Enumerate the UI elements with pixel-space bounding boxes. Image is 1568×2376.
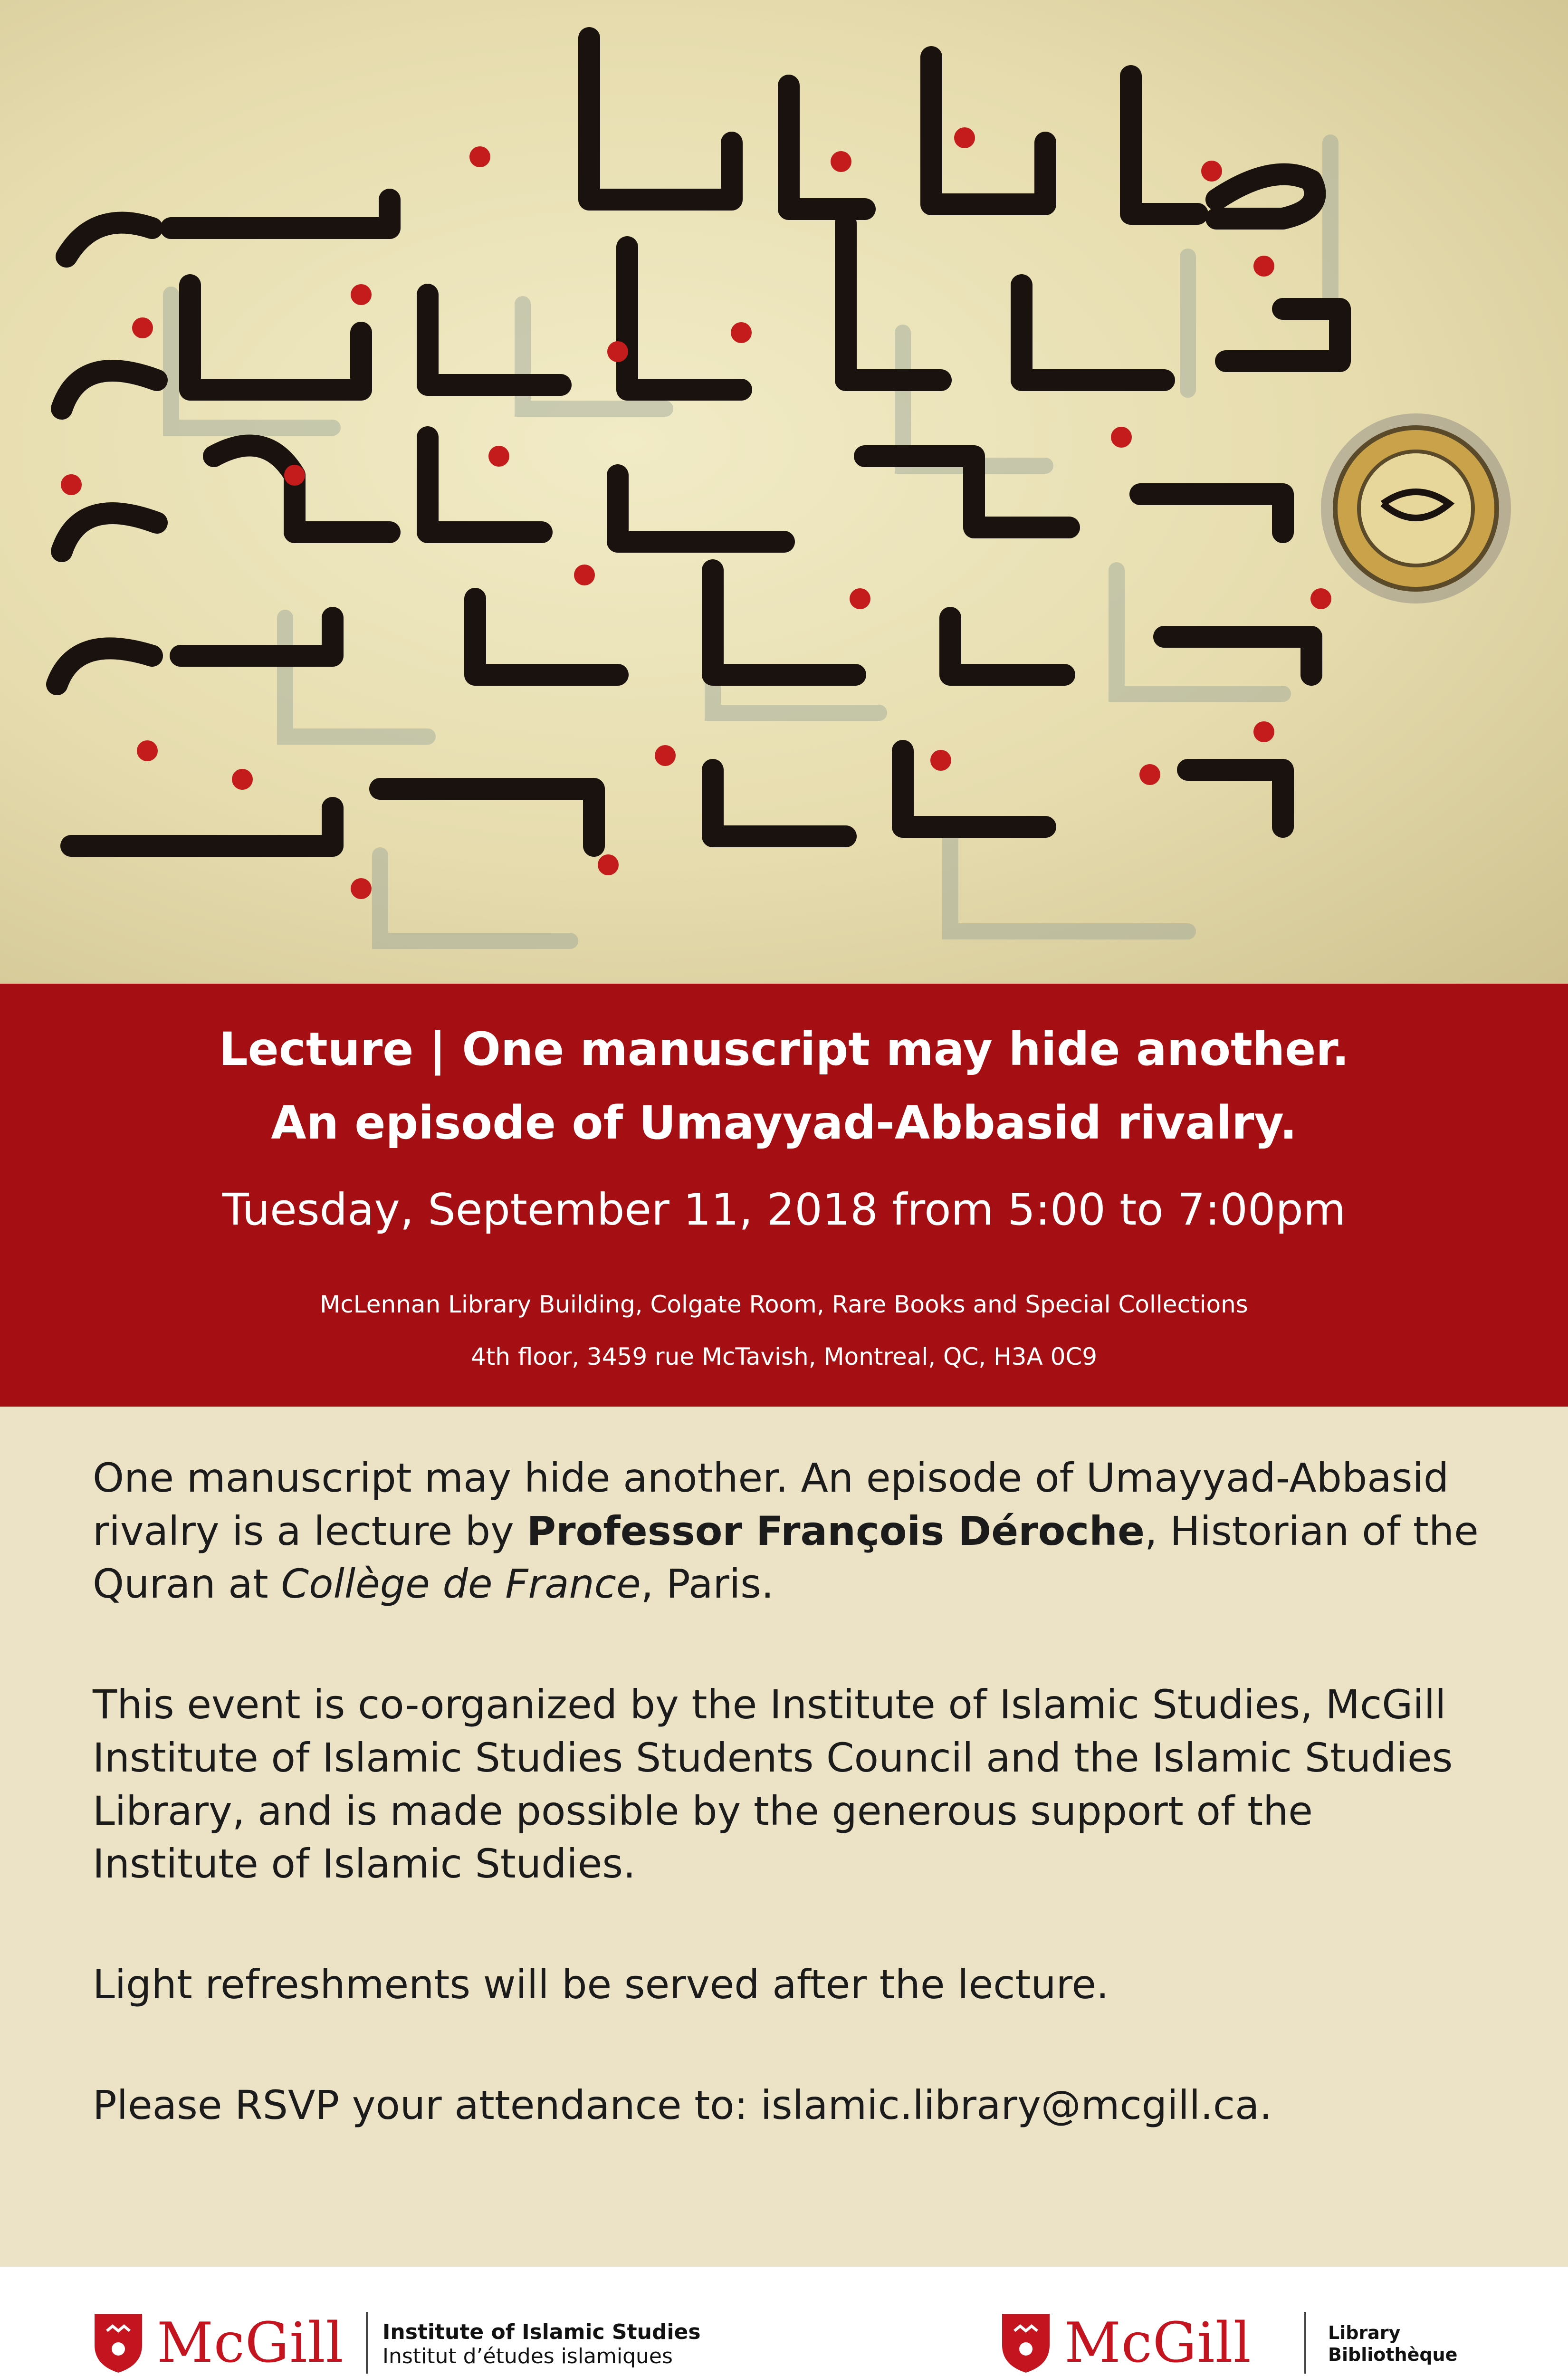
kufic-calligraphy-image [0, 0, 1568, 984]
description-text: One manuscript may hide another. An episode of Umayyad-Abbasid rivalry is a lecture by [93, 1455, 1449, 1554]
event-venue-line1: McLennan Library Building, Colgate Room, Rare Books and Special Collections [320, 1291, 1248, 1318]
description-text: , Historian of the Quran at [93, 1507, 1479, 1608]
manuscript-image [0, 0, 1568, 984]
logo-divider [1304, 2312, 1306, 2374]
mcgill-shield-icon [1000, 2312, 1052, 2374]
rsvp-paragraph: Please RSVP your attendance to: islamic.library@mcgill.ca. [93, 2081, 1272, 2128]
library-logo [1000, 2312, 1475, 2376]
event-venue-line2: 4th floor, 3459 rue McTavish, Montreal, QC, H3A 0C9 [470, 1343, 1098, 1370]
description-paragraph [93, 1452, 1485, 1611]
mcgill-shield-icon [93, 2312, 144, 2374]
rosette-ornament-icon [1321, 413, 1511, 604]
institution-name: Collège de France [281, 1561, 641, 1608]
library-name [1328, 2322, 1457, 2366]
logo-divider [366, 2312, 368, 2374]
library-name-french: Bibliothèque [1328, 2344, 1458, 2365]
institute-name-english: Institute of Islamic Studies [382, 2320, 701, 2344]
refreshments-paragraph: Light refreshments will be served after the lecture. [93, 1961, 1109, 2008]
institute-name [382, 2320, 701, 2368]
organizers-paragraph: This event is co-organized by the Institute of Islamic Studies, McGill Institute of Islamic Studies Students Council and the Islamic Studies Library, and is made possible by the generous support of the Institute of Islamic Studies. [93, 1681, 1453, 1887]
mcgill-wordmark: McGill [157, 2311, 344, 2375]
event-title-line2: An episode of Umayyad-Abbasid rivalry. [271, 1096, 1297, 1150]
institute-name-french: Institut d’études islamiques [382, 2344, 673, 2368]
event-banner [0, 984, 1568, 1407]
event-description [93, 1452, 1485, 2132]
library-name-english: Library [1328, 2322, 1401, 2343]
description-text: , Paris. [641, 1561, 774, 1608]
event-date: Tuesday, September 11, 2018 from 5:00 to 7:00pm [222, 1184, 1346, 1235]
event-title-line1: Lecture | One manuscript may hide another. [219, 1023, 1349, 1076]
mcgill-wordmark: McGill [1064, 2311, 1252, 2375]
institute-logo [93, 2312, 710, 2376]
speaker-name: Professor François Déroche [526, 1507, 1145, 1554]
footer [0, 2267, 1568, 2376]
